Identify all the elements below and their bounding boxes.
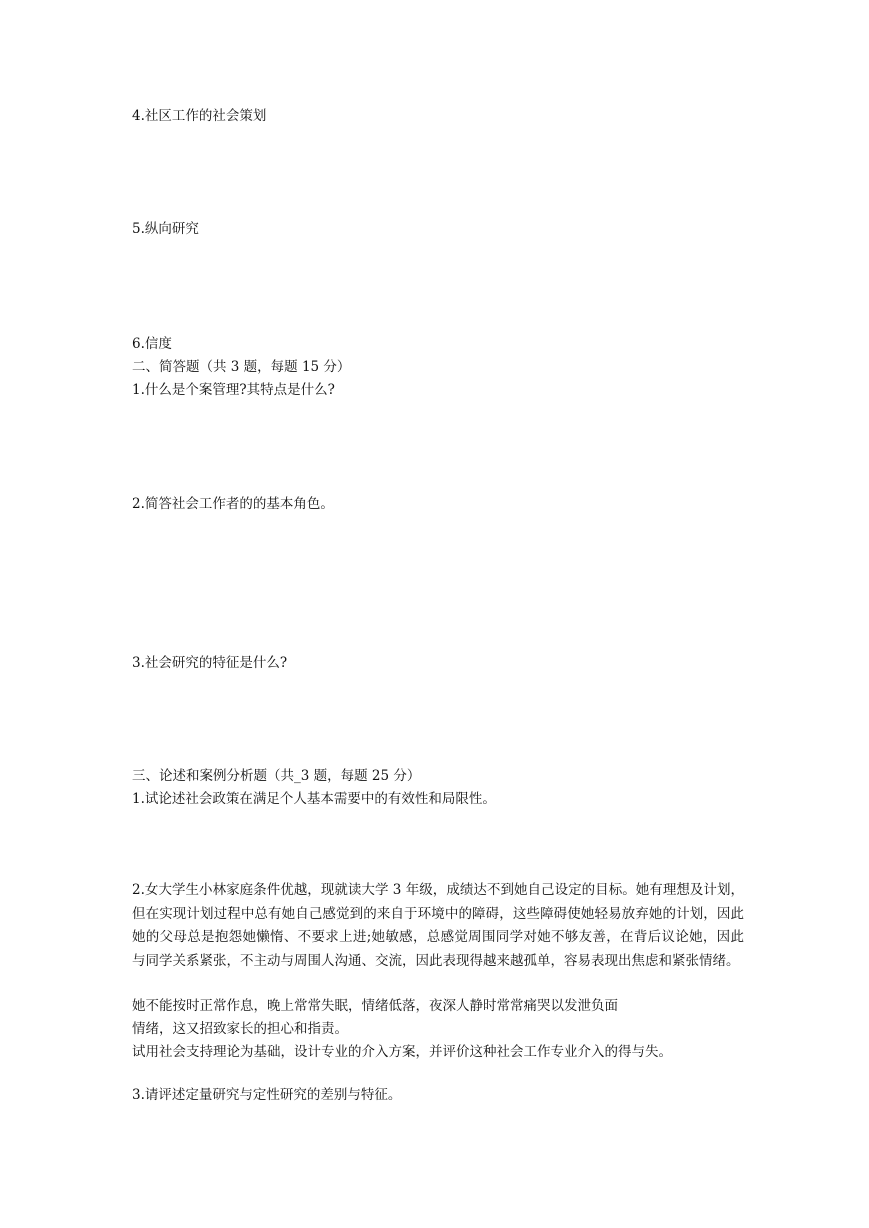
case-study-task: 试用社会支持理论为基础，设计专业的介入方案，并评价这种社会工作专业介入的得与失。 — [132, 1044, 672, 1060]
case-study-line: 情绪，这又招致家长的担心和指责。 — [132, 1021, 348, 1037]
question-case-management: 1.什么是个案管理?其特点是什么? — [132, 382, 335, 398]
question-social-policy: 1.试论述社会政策在满足个人基本需要中的有效性和局限性。 — [132, 791, 496, 807]
section-heading-essay: 三、论述和案例分析题（共_3 题，每题 25 分） — [132, 768, 421, 784]
question-social-worker-roles: 2.简答社会工作者的的基本角色。 — [132, 496, 334, 512]
section-heading-short-answer: 二、简答题（共 3 题，每题 15 分） — [132, 359, 351, 375]
question-case-study-paragraph: 2.女大学生小林家庭条件优越，现就读大学 3 年级，成绩达不到她自己设定的目标。她有理想及计划，但在实现计划过程中总有她自己感觉到的来自于环境中的障碍，这些障碍使她轻易放弃她的计划，因此她的父母总是抱怨她懒惰、不要求上进;她敏感，总感觉周围同学对她不够友善，在背后议论她，因此与同学关系紧张，不主动与周围人沟通、交流，因此表现得越来越孤单，容易表现出焦虑和紧张情绪。 — [132, 882, 744, 969]
question-social-research-features: 3.社会研究的特征是什么? — [132, 655, 288, 671]
question-quantitative-qualitative: 3.请评述定量研究与定性研究的差别与特征。 — [132, 1087, 402, 1103]
case-study-line: 她不能按时正常作息，晚上常常失眠，情绪低落，夜深人静时常常痛哭以发泄负面 — [132, 998, 618, 1014]
question-longitudinal-research: 5.纵向研究 — [132, 221, 199, 237]
question-social-planning: 4.社区工作的社会策划 — [132, 108, 267, 124]
question-reliability: 6.信度 — [132, 336, 172, 352]
